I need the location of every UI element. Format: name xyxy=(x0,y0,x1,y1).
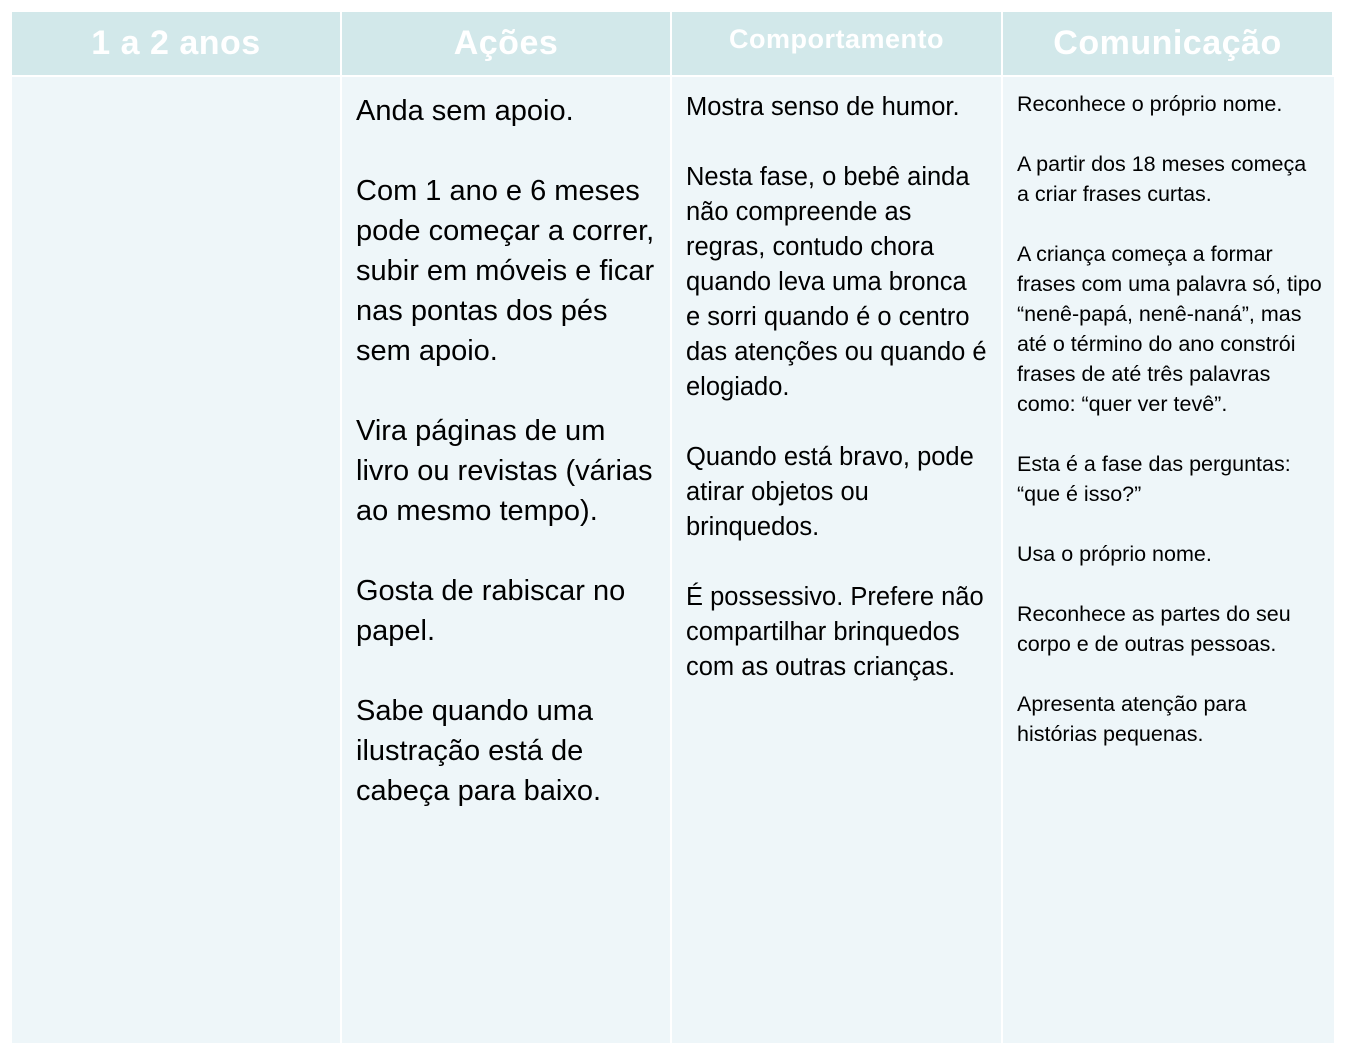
header-comunicacao: Comunicação xyxy=(1003,12,1334,75)
acoes-item: Vira páginas de um livro ou revistas (várias ao mesmo tempo). xyxy=(356,415,653,527)
comunicacao-item: Reconhece o próprio nome. xyxy=(1017,92,1283,116)
comunicacao-item: Apresenta atenção para histórias pequenas. xyxy=(1017,692,1247,746)
age-range-cell xyxy=(12,75,342,1043)
comunicacao-item: Usa o próprio nome. xyxy=(1017,542,1212,566)
acoes-item: Com 1 ano e 6 meses pode começar a correr, subir em móveis e ficar nas pontas dos pés sem apoio. xyxy=(356,175,655,367)
comportamento-item: Mostra senso de humor. xyxy=(686,93,960,121)
header-comportamento: Comportamento xyxy=(672,12,1003,75)
comunicacao-item: Reconhece as partes do seu corpo e de outras pessoas. xyxy=(1017,602,1291,656)
development-table xyxy=(12,12,1334,1043)
comunicacao-item: Esta é a fase das perguntas: “que é isso?” xyxy=(1017,452,1291,506)
comportamento-item: É possessivo. Prefere não compartilhar brinquedos com as outras crianças. xyxy=(686,583,984,681)
acoes-cell xyxy=(342,75,672,1043)
comportamento-cell xyxy=(672,75,1003,1043)
comportamento-item: Nesta fase, o bebê ainda não compreende as regras, contudo chora quando leva uma bronca e sorri quando é o centro das atenções ou quando é elogiado. xyxy=(686,163,987,401)
comunicacao-item: A criança começa a formar frases com uma palavra só, tipo “nenê-papá, nenê-naná”, mas até o término do ano constrói frases de até três palavras como: “quer ver tevê”. xyxy=(1017,242,1322,416)
acoes-item: Anda sem apoio. xyxy=(356,95,574,127)
comunicacao-item: A partir dos 18 meses começa a criar frases curtas. xyxy=(1017,152,1307,206)
acoes-item: Sabe quando uma ilustração está de cabeça para baixo. xyxy=(356,695,602,807)
acoes-item: Gosta de rabiscar no papel. xyxy=(356,575,626,647)
comportamento-item: Quando está bravo, pode atirar objetos ou brinquedos. xyxy=(686,443,974,541)
header-age-range: 1 a 2 anos xyxy=(12,12,342,75)
comunicacao-cell xyxy=(1003,75,1334,1043)
header-acoes: Ações xyxy=(342,12,672,75)
